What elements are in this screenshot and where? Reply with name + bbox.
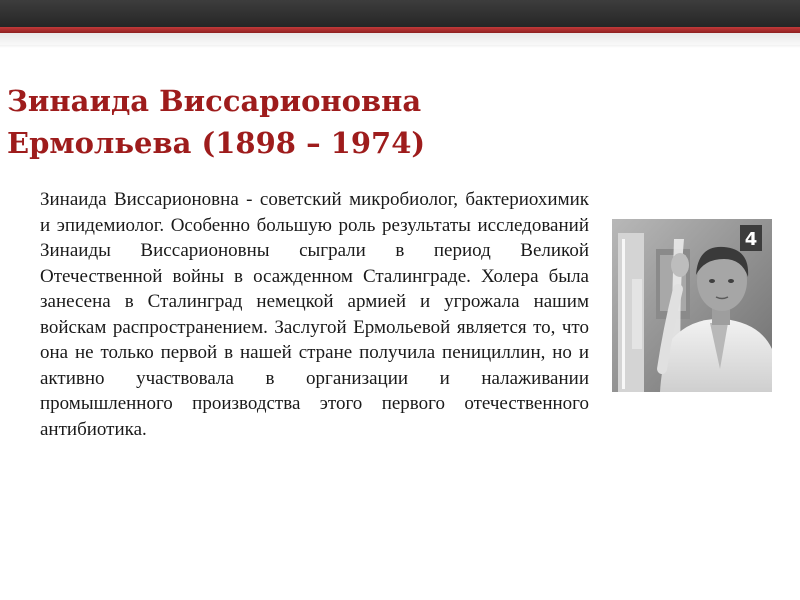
biography-text: Зинаида Виссарионовна - советский микробиолог, бактериохимик и эпидемиолог. Особенно большую роль результаты исследований Зинаиды Виссарионовны сыграли в период Великой Отечественной войны в осажденном Сталинграде. Холера была занесена в Сталинград немецкой армией и угрожала нашим войскам распространением. Заслугой Ермольевой является то, что она не только первой в нашей стране получила пенициллин, но и активно участвовала в организации и налаживании промышленного производства этого первого отечественного антибиотика. — [40, 189, 589, 440]
title-line-surname-years: Ермольева (1898 – 1974) — [7, 126, 426, 160]
portrait-photo — [612, 219, 772, 392]
title-line-name: Зинаида Виссарионовна — [7, 84, 422, 118]
header-shadow — [0, 45, 800, 48]
slide-title — [7, 80, 567, 164]
grey-accent-stripe — [0, 33, 800, 45]
top-dark-bar — [0, 0, 800, 27]
portrait-photo-illustration — [612, 219, 772, 392]
tv-channel-mark: 4 — [744, 229, 758, 250]
